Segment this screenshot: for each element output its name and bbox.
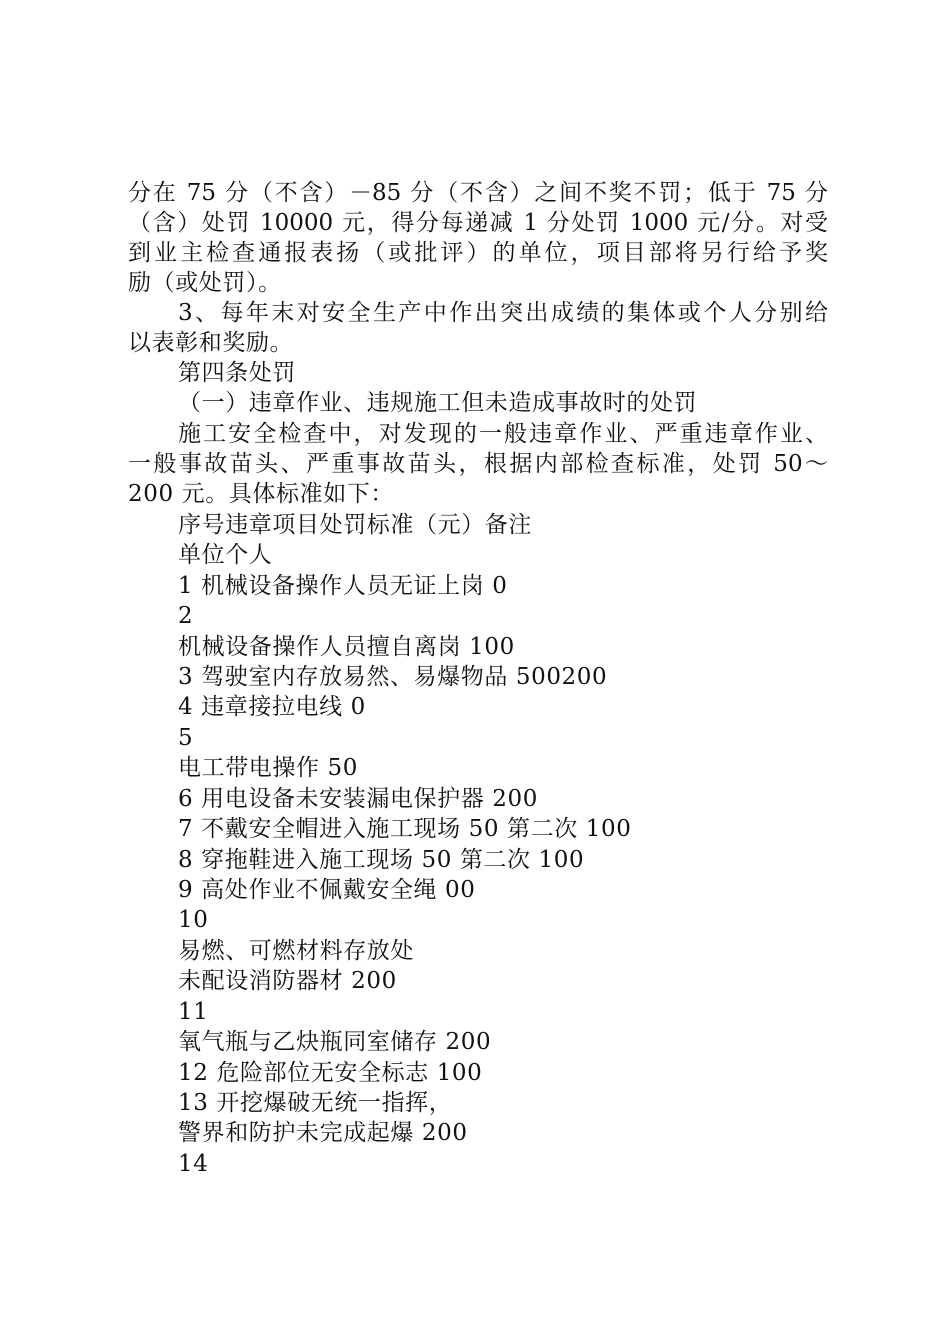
table-header-line: 序号违章项目处罚标准（元）备注 xyxy=(178,512,532,538)
section-heading: 第四条处罚 xyxy=(178,360,296,386)
table-row-line: 6 用电设备未安装漏电保护器 200 xyxy=(178,786,538,812)
table-subheader-line: 单位个人 xyxy=(178,542,273,568)
paragraph-line-3: 到业主检查通报表扬（或批评）的单位，项目部将另行给予奖 xyxy=(128,240,828,266)
table-row-line: 警界和防护未完成起爆 200 xyxy=(178,1120,468,1146)
paragraph-line-10: 一般事故苗头、严重事故苗头，根据内部检查标准，处罚 50～ xyxy=(128,451,828,477)
table-row-line: 3 驾驶室内存放易然、易爆物品 500200 xyxy=(178,664,608,690)
table-row-line: 2 xyxy=(178,603,194,629)
table-row-line: 9 高处作业不佩戴安全绳 00 xyxy=(178,877,476,903)
table-row-line: 4 违章接拉电线 0 xyxy=(178,694,366,720)
table-row-line: 1 机械设备操作人员无证上岗 0 xyxy=(178,573,508,599)
table-row-line: 10 xyxy=(178,907,209,933)
table-row-line: 氧气瓶与乙炔瓶同室储存 200 xyxy=(178,1029,492,1055)
paragraph-line-9: 施工安全检查中，对发现的一般违章作业、严重违章作业、 xyxy=(178,421,828,447)
table-row-line: 5 xyxy=(178,725,194,751)
subsection-heading: （一）违章作业、违规施工但未造成事故时的处罚 xyxy=(178,390,698,416)
table-row-line: 7 不戴安全帽进入施工现场 50 第二次 100 xyxy=(178,816,632,842)
paragraph-line-2: （含）处罚 10000 元，得分每递减 1 分处罚 1000 元/分。对受 xyxy=(128,210,828,236)
table-row-line: 13 开挖爆破无统一指挥， xyxy=(178,1090,453,1116)
paragraph-line-6: 以表彰和奖励。 xyxy=(128,330,294,356)
table-row-line: 机械设备操作人员擅自离岗 100 xyxy=(178,634,515,660)
table-row-line: 14 xyxy=(178,1151,209,1177)
table-row-line: 未配设消防器材 200 xyxy=(178,968,397,994)
table-row-line: 8 穿拖鞋进入施工现场 50 第二次 100 xyxy=(178,847,585,873)
table-row-line: 12 危险部位无安全标志 100 xyxy=(178,1060,483,1086)
table-row-line: 电工带电操作 50 xyxy=(178,755,358,781)
paragraph-line-4: 励（或处罚）。 xyxy=(128,270,282,296)
table-row-line: 易燃、可燃材料存放处 xyxy=(178,938,414,964)
paragraph-line-5: 3、每年末对安全生产中作出突出成绩的集体或个人分别给 xyxy=(178,300,828,326)
table-row-line: 11 xyxy=(178,999,209,1025)
paragraph-line-11: 200 元。具体标准如下： xyxy=(128,481,395,507)
paragraph-line-1: 分在 75 分（不含）－85 分（不含）之间不奖不罚；低于 75 分 xyxy=(128,180,828,206)
